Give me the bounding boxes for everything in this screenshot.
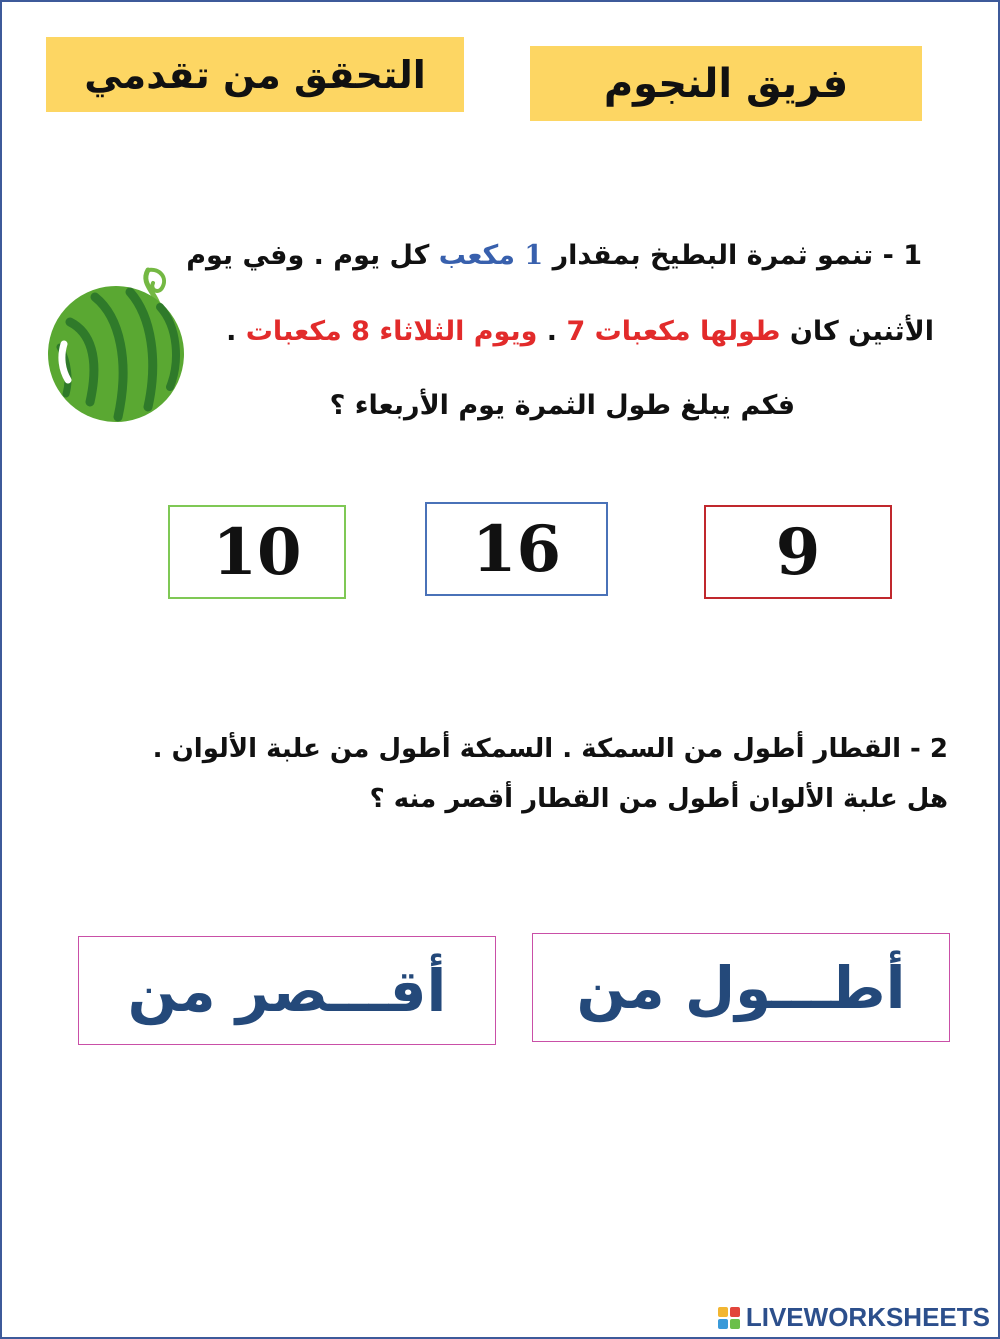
q1-line2-dot: . bbox=[537, 316, 567, 347]
choice-10[interactable]: 10 bbox=[168, 505, 346, 599]
q1-line2-monday-length: طولها مكعبات 7 bbox=[566, 316, 781, 347]
q1-question: فكم يبلغ طول الثمرة يوم الأربعاء ؟ bbox=[329, 390, 795, 421]
q1-line2 bbox=[226, 316, 934, 347]
watermark-text: LIVEWORKSHEETS bbox=[745, 1302, 990, 1332]
q1-line1-d: كل يوم . وفي يوم bbox=[186, 240, 439, 271]
q1-line1-unit: مكعب bbox=[438, 240, 525, 271]
team-title: فريق النجوم bbox=[603, 60, 849, 107]
q1-line2-end: . bbox=[226, 316, 246, 347]
q1-line2-a: الأثنين كان bbox=[780, 316, 934, 347]
team-title-banner bbox=[530, 46, 922, 121]
watermelon-icon bbox=[40, 262, 190, 427]
q1-line1-number: 1 bbox=[524, 240, 544, 271]
choice-9[interactable]: 9 bbox=[704, 505, 892, 599]
q2-line1 bbox=[153, 734, 948, 764]
q2-statement: 2 - القطار أطول من السمكة . السمكة أطول من علبة الألوان . bbox=[152, 734, 948, 764]
watermark bbox=[718, 1302, 990, 1333]
choice-16[interactable]: 16 bbox=[425, 502, 608, 596]
liveworksheets-logo-icon bbox=[718, 1307, 740, 1329]
q1-line3 bbox=[330, 390, 795, 421]
check-title-banner bbox=[46, 37, 464, 112]
answer-shorter-than[interactable]: أقـــصر من bbox=[78, 936, 496, 1045]
q1-line1 bbox=[186, 240, 922, 271]
answer-longer-than[interactable]: أطـــول من bbox=[532, 933, 950, 1042]
q1-line1-a: 1 - تنمو ثمرة البطيخ بمقدار bbox=[543, 240, 922, 271]
check-title: التحقق من تقدمي bbox=[84, 52, 426, 97]
q2-question: هل علبة الألوان أطول من القطار أقصر منه ؟ bbox=[369, 784, 948, 814]
q2-line2 bbox=[370, 784, 948, 814]
q1-line2-tuesday-length: ويوم الثلاثاء 8 مكعبات bbox=[245, 316, 538, 347]
